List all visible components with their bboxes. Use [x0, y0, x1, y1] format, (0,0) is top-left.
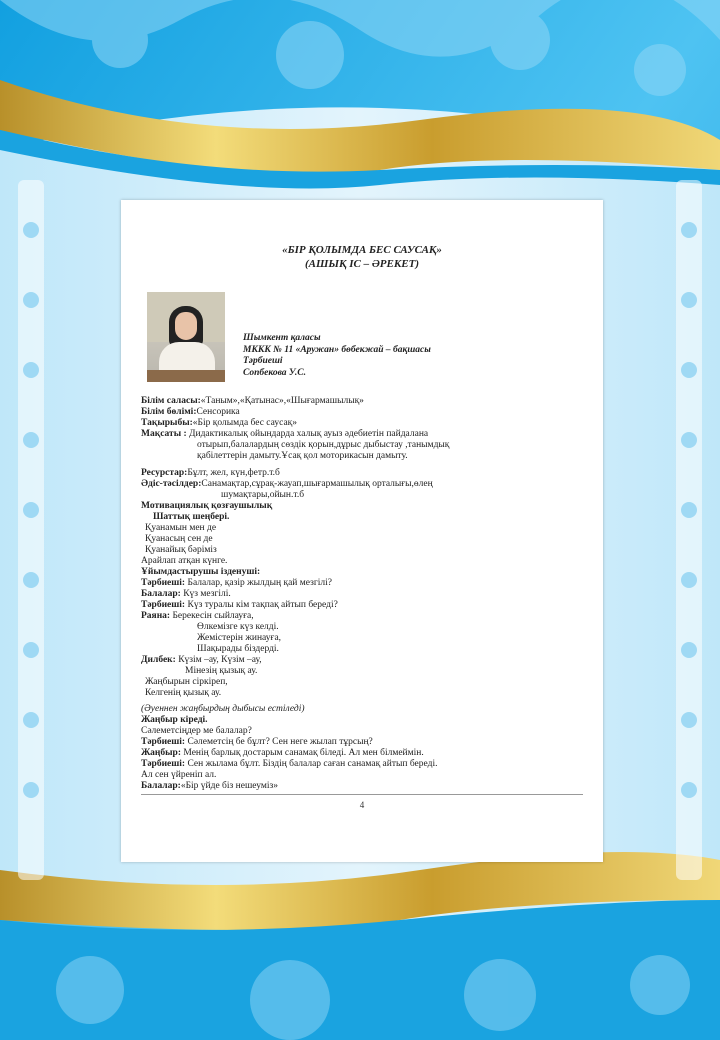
line-text: Сен жылама бұлт. Біздің балалар саған санамақ айтып береді. [185, 759, 438, 769]
document-line [141, 396, 364, 407]
line-label: Мотивациялық қозғаушылық [141, 501, 273, 511]
line-label: Жаңбыр кіреді. [141, 715, 208, 725]
document-line [141, 759, 437, 770]
line-text: «Таным»,«Қатынас»,«Шығармашылық» [200, 396, 364, 406]
document-line [141, 781, 278, 792]
line-text: Мінезің қызық ау. [185, 666, 258, 676]
line-text: «Бір үйде біз нешеуміз» [180, 781, 279, 791]
document-line [141, 600, 338, 611]
document-line [141, 704, 305, 715]
document-line [141, 655, 262, 666]
document-line [141, 611, 254, 622]
line-text: Жемістерін жинауға, [197, 633, 282, 643]
document-line [145, 677, 228, 688]
line-text: Жаңбырын сіркіреп, [145, 677, 228, 687]
line-text: «Бір қолымда бес саусақ» [192, 418, 298, 428]
line-label: Тақырыбы: [141, 418, 193, 428]
document-line [197, 451, 408, 462]
document-line [141, 748, 424, 759]
line-text: Күз мезгілі. [180, 589, 231, 599]
line-label: Ұйымдастырушы ізденуші: [141, 567, 261, 577]
document-line [185, 666, 257, 677]
document-line [141, 556, 227, 567]
line-label: Тәрбиеші: [141, 759, 186, 769]
line-text: Сәлеметсің бе бұлт? Сен неге жылап тұрсың? [185, 737, 373, 747]
line-label: Тәрбиеші: [141, 600, 186, 610]
document-line [197, 633, 281, 644]
document-line [221, 490, 304, 501]
document-line [141, 578, 332, 589]
line-label: Білім бөлімі: [141, 407, 197, 417]
line-text: Сенсорика [196, 407, 240, 417]
line-text: Ал сен үйреніп ал. [141, 770, 217, 780]
document-line [197, 440, 449, 451]
line-label: Балалар: [141, 781, 181, 791]
line-text: Арайлап атқан күнге. [141, 556, 228, 566]
document-line [141, 589, 231, 600]
document-line [141, 479, 433, 490]
line-text: Қуанайық бәріміз [145, 545, 217, 555]
author-city: Шымкент қаласы [243, 333, 321, 343]
line-text: шумақтары,ойын.т.б [221, 490, 305, 500]
author-name: Сопбекова У.С. [243, 367, 306, 378]
author-role: Тәрбиеші [243, 356, 283, 366]
line-text: Қуанасың сен де [145, 534, 213, 544]
line-text: отырып,балалардың сөздік қорын,дұрыс дыбыстау ,танымдық [197, 440, 450, 450]
line-text: Балалар, қазір жылдың қай мезгілі? [185, 578, 332, 588]
document-line [145, 688, 221, 699]
line-label: Тәрбиеші: [141, 578, 186, 588]
document-page [121, 200, 603, 862]
document-line [141, 567, 260, 578]
document-title-line2: (АШЫҚ ІС – ӘРЕКЕТ) [304, 258, 420, 270]
line-text: Дидактикалық ойындарда халық ауыз әдебиетін пайдалана [186, 429, 429, 439]
line-text: Санамақтар,сұрақ-жауап,шығармашылық орталығы,өлең [201, 479, 433, 489]
line-label: Дилбек: [141, 655, 176, 665]
line-label: Білім саласы: [141, 396, 201, 406]
document-line [141, 429, 428, 440]
document-line [141, 501, 272, 512]
document-line [141, 737, 373, 748]
line-text: Шақырады біздерді. [197, 644, 279, 654]
line-text: Келгенің қызық ау. [145, 688, 222, 698]
line-text: қабілеттерін дамыту.Ұсақ қол моторикасын дамыту. [197, 451, 408, 461]
document-line [153, 512, 229, 523]
line-label: Әдіс-тәсілдер: [141, 479, 202, 489]
document-line [141, 468, 280, 479]
line-label: Раяна: [141, 611, 171, 621]
line-text: Менің барлық достарым санамақ біледі. Ал мен білмеймін. [181, 748, 424, 758]
page-number: 4 [359, 800, 365, 810]
line-text: Сәлеметсіңдер ме балалар? [141, 726, 252, 736]
document-line [145, 523, 216, 534]
line-text: Күз туралы кім тақпақ айтып береді? [185, 600, 338, 610]
line-label: Мақсаты : [141, 429, 187, 439]
document-line [141, 418, 297, 429]
line-text: Бұлт, жел, күн,фетр.т.б [187, 468, 280, 478]
document-line [141, 726, 252, 737]
line-text: Қуанамын мен де [145, 523, 217, 533]
teacher-photo [147, 292, 225, 382]
document-line [141, 407, 240, 418]
document-line [197, 622, 279, 633]
document-line [141, 715, 208, 726]
line-label: Балалар: [141, 589, 181, 599]
document-line [145, 534, 213, 545]
line-text: (Әуеннен жаңбырдың дыбысы естіледі) [141, 704, 305, 714]
line-text: Өлкемізге күз келді. [197, 622, 279, 632]
line-text: Күзім –ау, Күзім –ау, [175, 655, 262, 665]
line-label: Жаңбыр: [141, 748, 181, 758]
line-label: Тәрбиеші: [141, 737, 186, 747]
author-institution: МККК № 11 «Аружан» бөбекжай – бақшасы [243, 344, 431, 355]
author-block [243, 333, 431, 379]
line-text: Берекесін сыйлауға, [170, 611, 254, 621]
line-label: Ресурстар: [141, 468, 188, 478]
line-label: Шаттық шеңбері. [153, 512, 230, 522]
document-line [141, 770, 216, 781]
page-footer-rule [141, 794, 583, 795]
document-line [145, 545, 217, 556]
document-title-line1: «БІР ҚОЛЫМДА БЕС САУСАҚ» [282, 244, 442, 256]
document-line [197, 644, 279, 655]
